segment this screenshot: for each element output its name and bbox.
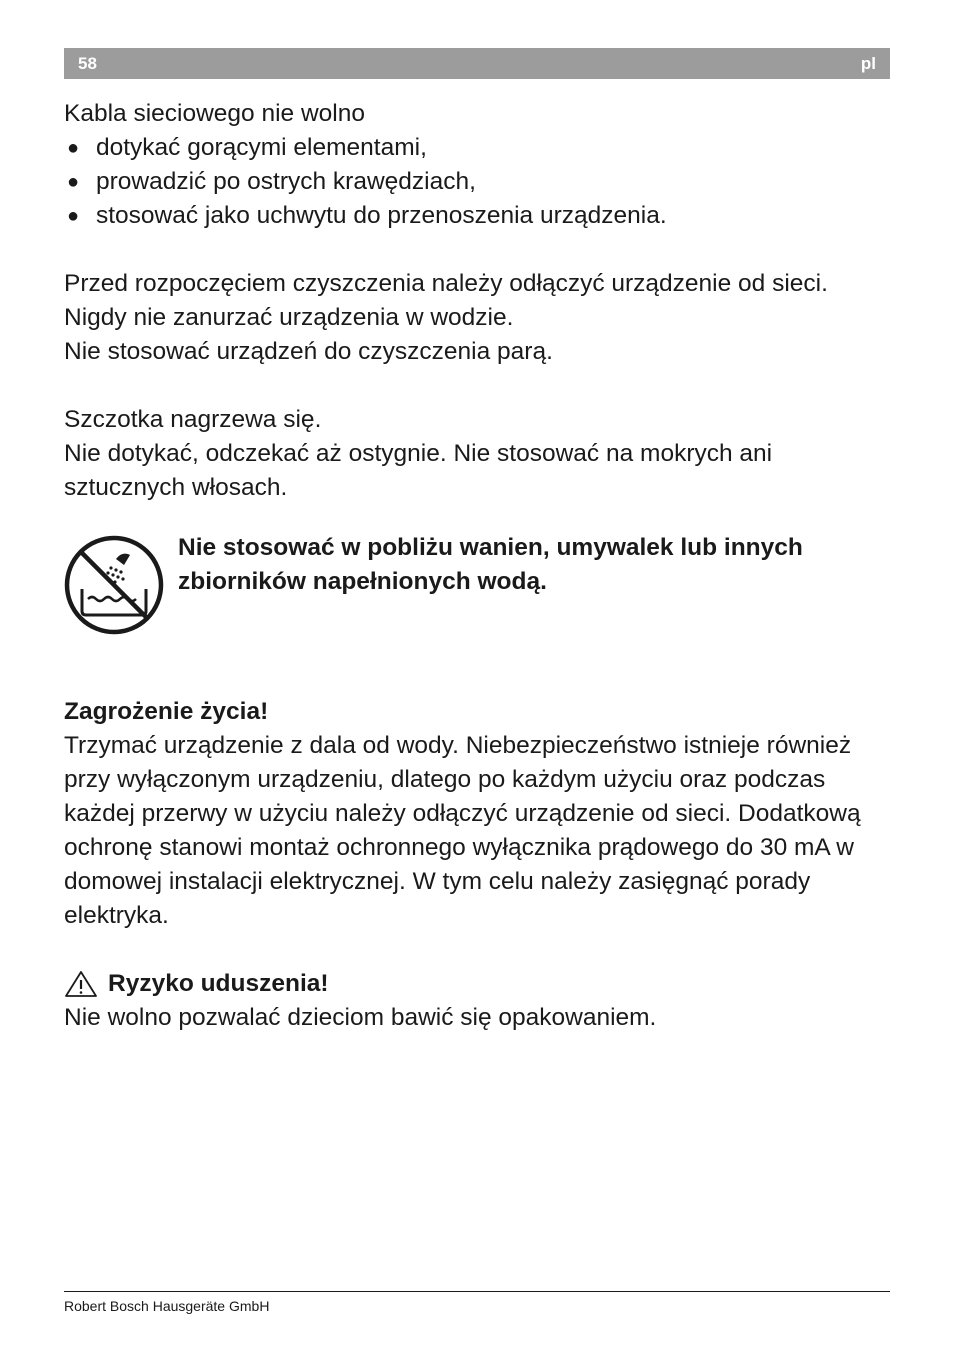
danger-body: Trzymać urządzenie z dala od wody. Niebezpieczeństwo istnieje również przy wyłączonym urządzeniu, dlatego po każdym użyciu oraz podczas każdej przerwy w użyciu należy odłączyć urządzenie od sieci. Dodatkową ochronę stanowi montaż ochronnego wyłącznika prądowego do 30 mA w domowej instalacji elektrycznej. W tym celu należy zasięgnąć porady elektryka. [64,732,861,929]
bullet-icon: ● [67,171,80,193]
page-header-bar [64,48,890,79]
language-code: pl [860,54,876,73]
cleaning-line: Przed rozpoczęciem czyszczenia należy odłączyć urządzenie od sieci. [64,270,828,297]
cable-bullet-list [64,131,894,233]
heating-line: Szczotka nagrzewa się. [64,406,322,433]
page-number: 58 [78,54,97,73]
heating-section [64,403,894,505]
list-item [64,131,894,165]
warning-triangle-icon [64,970,98,998]
page-content [64,97,894,1035]
danger-heading: Zagrożenie życia! [64,698,269,725]
water-warning-block [64,531,894,631]
bullet-icon: ● [67,137,80,159]
no-bath-water-icon [64,535,164,635]
footer-divider [64,1291,890,1292]
cable-intro: Kabla sieciowego nie wolno [64,100,365,127]
cleaning-section [64,267,894,369]
list-item-text: dotykać gorącymi elementami, [96,134,427,161]
heating-line: Nie dotykać, odczekać aż ostygnie. Nie stosować na mokrych ani sztucznych włosach. [64,440,773,501]
cleaning-line: Nigdy nie zanurzać urządzenia w wodzie. [64,304,514,331]
suffocation-body: Nie wolno pozwalać dzieciom bawić się opakowaniem. [64,1004,657,1031]
suffocation-heading-row [64,967,894,1001]
list-item-text: prowadzić po ostrych krawędziach, [96,168,476,195]
list-item-text: stosować jako uchwytu do przenoszenia urządzenia. [96,202,667,229]
suffocation-section [64,967,894,1035]
danger-section [64,695,894,933]
list-item [64,199,894,233]
cleaning-line: Nie stosować urządzeń do czyszczenia parą. [64,338,553,365]
list-item [64,165,894,199]
water-warning-text: Nie stosować w pobliżu wanien, umywalek lub innych zbiorników napełnionych wodą. [178,534,803,595]
cable-section [64,97,894,233]
footer-company: Robert Bosch Hausgeräte GmbH [64,1298,270,1314]
bullet-icon: ● [67,205,80,227]
suffocation-heading: Ryzyko uduszenia! [108,970,329,997]
